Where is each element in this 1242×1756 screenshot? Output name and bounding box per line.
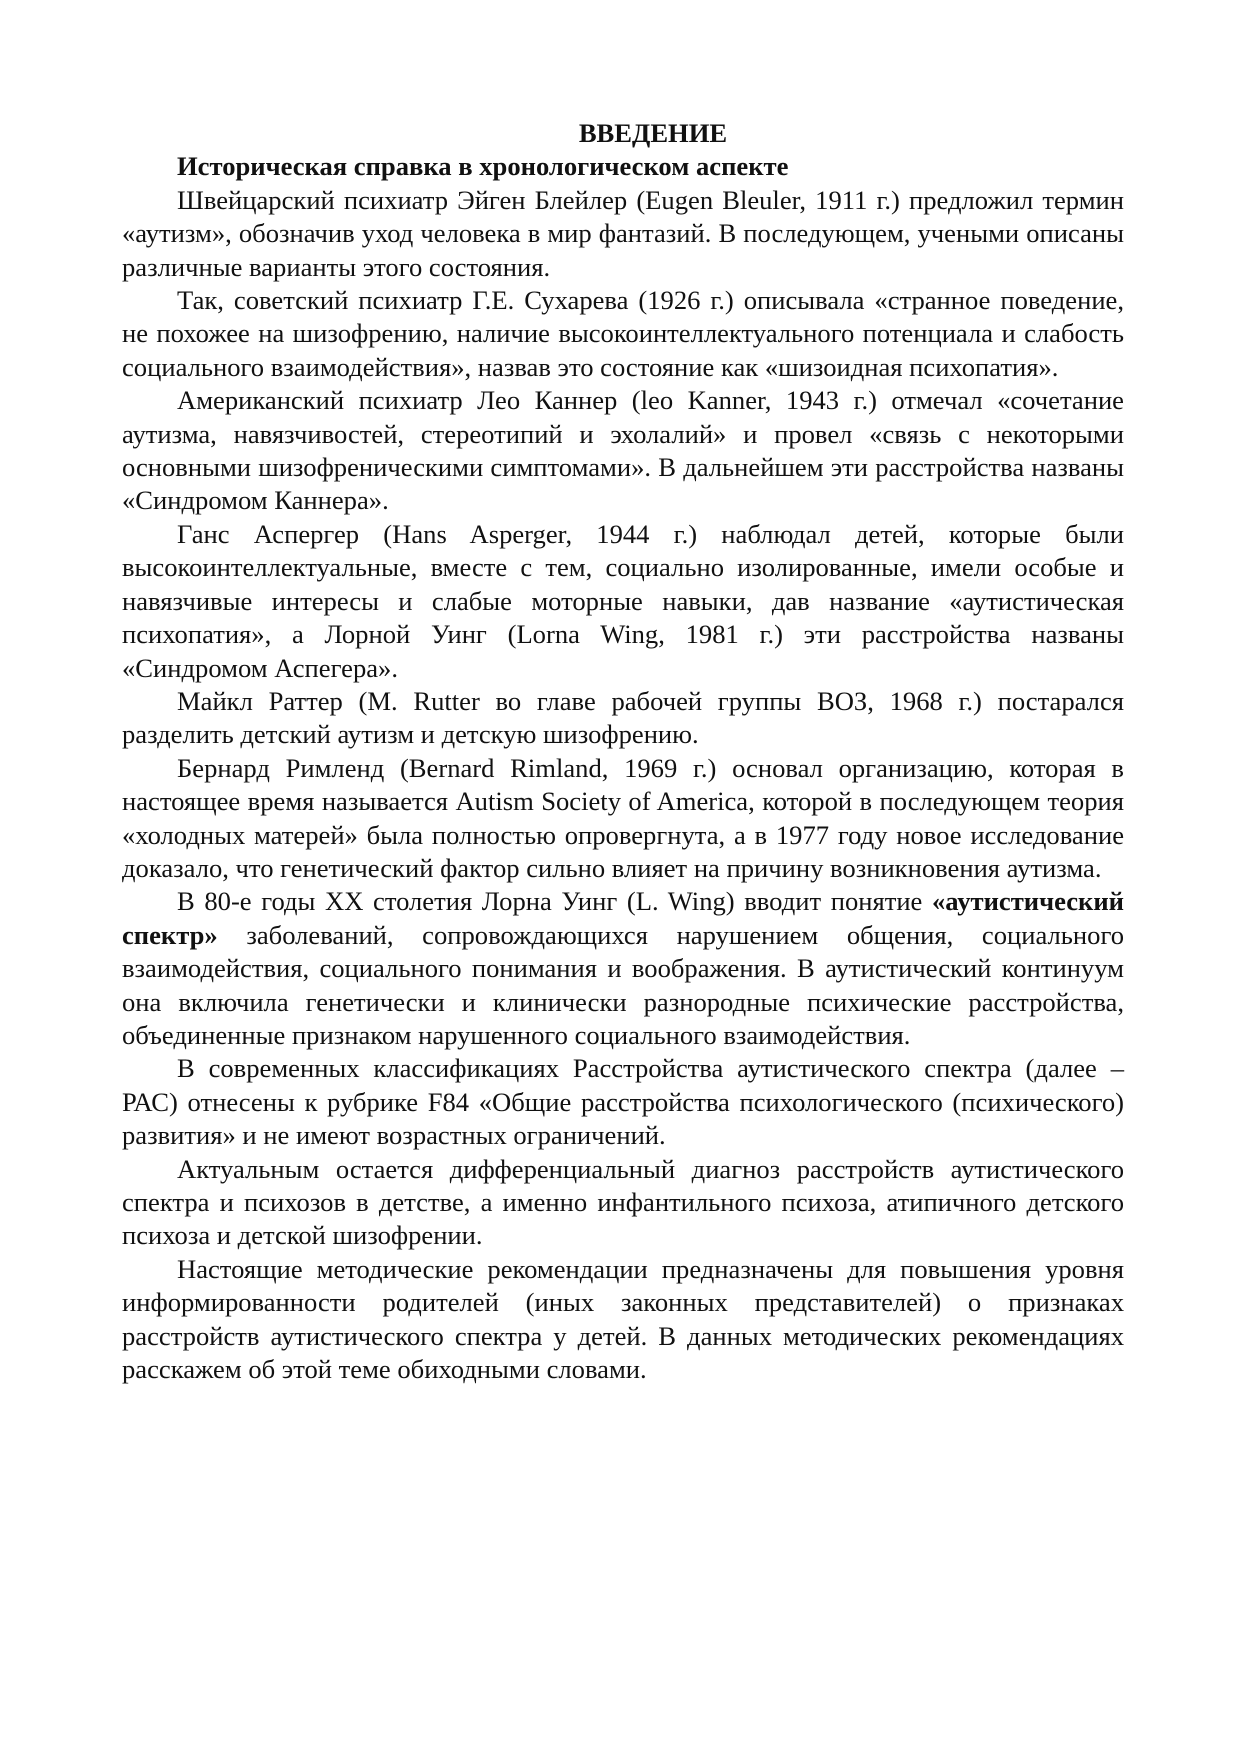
paragraph-classification: В современных классификациях Расстройства аутистического спектра (далее – РАС) отнесены к рубрике F84 «Общие расстройства психологического (психического) развития» и не имеют возрастных ограничений. (122, 1053, 1124, 1151)
paragraph-wing-text-before: В 80-е годы XX столетия Лорна Уинг (L. Wing) вводит понятие (177, 886, 932, 917)
paragraph-rutter: Майкл Раттер (M. Rutter во главе рабочей группы ВОЗ, 1968 г.) постарался разделить детский аутизм и детскую шизофрению. (122, 685, 1124, 750)
paragraph-rimland: Бернард Римленд (Bernard Rimland, 1969 г.) основал организацию, которая в настоящее время называется Autism Society of America, которой в последующем теория «холодных матерей» была полностью опровергнута, а в 1977 году новое исследование доказало, что генетический фактор сильно влияет на причину возникновения аутизма. (122, 752, 1124, 883)
paragraph-sukhareva: Так, советский психиатр Г.Е. Сухарева (1926 г.) описывала «странное поведение, не похожее на шизофрению, наличие высокоинтеллектуального потенциала и слабость социального взаимодействия», назвав это состояние как «шизоидная психопатия». (122, 285, 1124, 382)
autism-spectrum-term: «аутистический спектр» (122, 886, 1124, 950)
paragraph-asperger: Ганс Аспергер (Hans Asperger, 1944 г.) наблюдал детей, которые были высокоинтеллектуальные, вместе с тем, социально изолированные, имели особые и навязчивые интересы и слабые моторные навыки, дав название «аутистическая психопатия», а Лорной Уинг (Lorna Wing, 1981 г.) эти расстройства названы «Синдромом Аспегера». (122, 518, 1124, 683)
section-subtitle: Историческая справка в хронологическом аспекте (177, 151, 789, 182)
paragraph-bleuler: Швейцарский психиатр Эйген Блейлер (Eugen Bleuler, 1911 г.) предложил термин «аутизм», обозначив уход человека в мир фантазий. В последующем, учеными описаны различные варианты этого состояния. (122, 184, 1124, 282)
paragraph-differential-diagnosis: Актуальным остается дифференциальный диагноз расстройств аутистического спектра и психозов в детстве, а именно инфантильного психоза, атипичного детского психоза и детской шизофрении. (122, 1153, 1124, 1251)
paragraph-kanner: Американский психиатр Лео Каннер (leo Kanner, 1943 г.) отмечал «сочетание аутизма, навязчивостей, стереотипий и эхолалий» и провел «связь с некоторыми основными шизофреническими симптомами». В дальнейшем эти расстройства названы «Синдромом Каннера». (122, 385, 1124, 516)
document-page (122, 117, 1124, 1386)
paragraph-wing-spectrum (122, 885, 1124, 1052)
paragraph-wing-text-after: заболеваний, сопровождающихся нарушением общения, социального взаимодействия, социального понимания и воображения. В аутистический континуум она включила генетически и клинически разнородные психические расстройства, объединенные признаком нарушенного социального взаимодействия. (122, 919, 1124, 1050)
paragraph-purpose: Настоящие методические рекомендации предназначены для повышения уровня информированности родителей (иных законных представителей) о признаках расстройств аутистического спектра у детей. В данных методических рекомендациях расскажем об этой теме обиходными словами. (122, 1253, 1124, 1385)
document-title: ВВЕДЕНИЕ (578, 118, 728, 148)
